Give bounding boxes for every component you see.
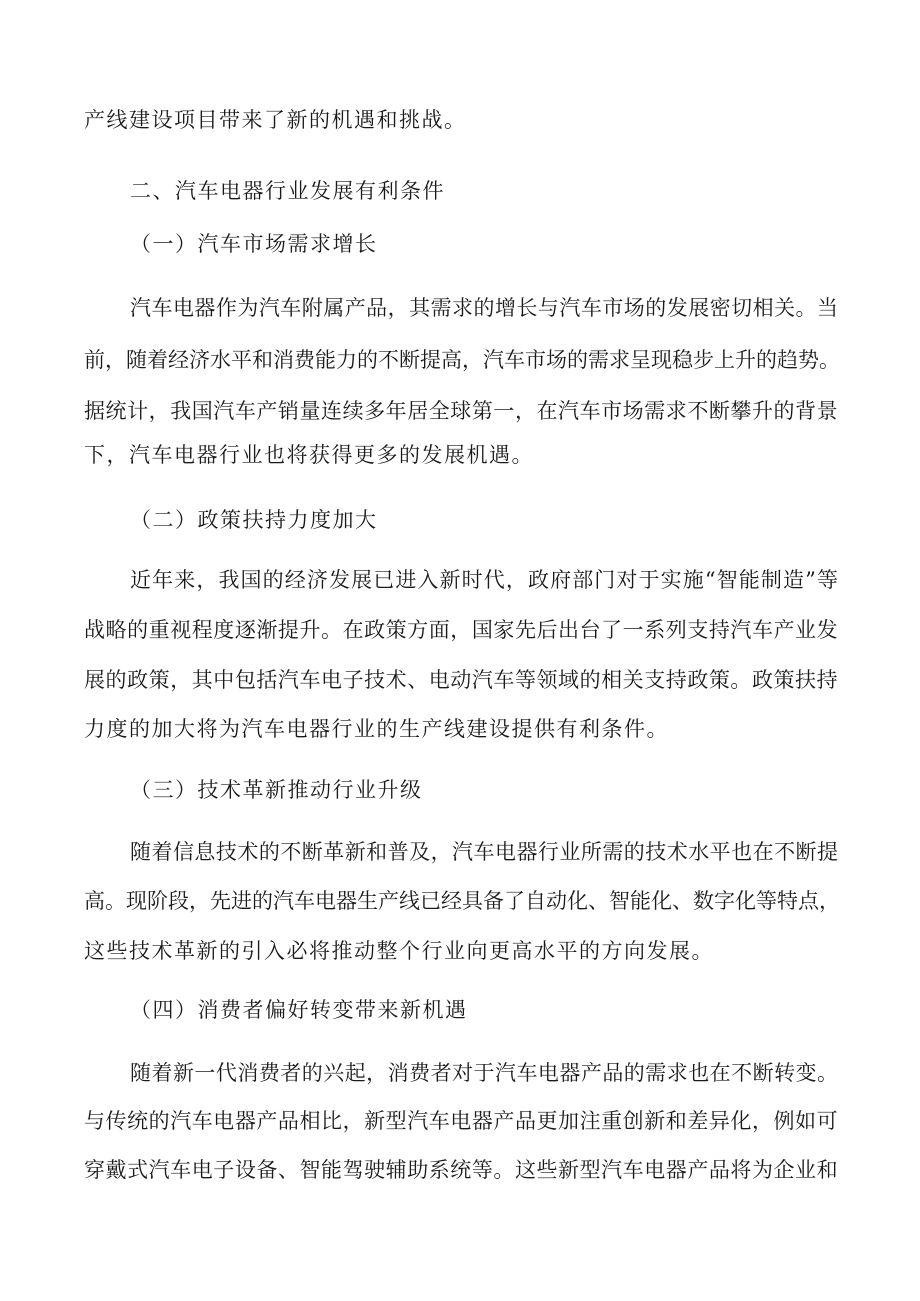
paragraph-line: 随 着 信 息 技 术 的 不 断 革 新 和 普 及 ， 汽 车 电 器 行 业 所 需 的 技 术 水 平 也 在 不 断 提 xyxy=(130,840,838,864)
body-line: 产线建设项目带来了新的机遇和挑战。 xyxy=(84,108,467,132)
paragraph-line: 前 ， 随 着 经 济 水 平 和 消 费 能 力 的 不 断 提 高 ， 汽 车 市 场 的 需 求 呈 现 稳 步 上 升 的 趋 势 。 xyxy=(84,348,840,372)
subsection-heading: （三）技术革新推动行业升级 xyxy=(130,778,423,802)
paragraph-line: 随 着 新 一 代 消 费 者 的 兴 起 ， 消 费 者 对 于 汽 车 电 器 产 品 的 需 求 也 在 不 断 转 变 。 xyxy=(130,1061,838,1085)
paragraph-line: 穿 戴 式 汽 车 电 子 设 备 、 智 能 驾 驶 辅 助 系 统 等 。 这 些 新 型 汽 车 电 器 产 品 将 为 企 业 和 xyxy=(84,1158,838,1182)
paragraph-line: 近 年 来 ， 我 国 的 经 济 发 展 已 进 入 新 时 代 ， 政 府 部 门 对 于 实 施 “ 智 能 制 造 ” 等 xyxy=(130,568,838,592)
paragraph-line: 与 传 统 的 汽 车 电 器 产 品 相 比 ， 新 型 汽 车 电 器 产 品 更 加 注 重 创 新 和 差 异 化 ， 例 如 可 xyxy=(84,1109,838,1133)
paragraph-line: 力度的加大将为汽车电器行业的生产线建设提供有利条件。 xyxy=(84,717,669,741)
paragraph-line: 展 的 政 策 ， 其 中 包 括 汽 车 电 子 技 术 、 电 动 汽 车 等 领 域 的 相 关 支 持 政 策 。 政 策 扶 持 xyxy=(84,668,838,692)
subsection-heading: （二）政策扶持力度加大 xyxy=(130,508,378,532)
subsection-heading: （一）汽车市场需求增长 xyxy=(130,232,378,256)
paragraph-line: 高 。 现 阶 段 ， 先 进 的 汽 车 电 器 生 产 线 已 经 具 备 了 自 动 化 、 智 能 化 、 数 字 化 等 特 点 ， xyxy=(84,889,840,913)
subsection-heading: （四）消费者偏好转变带来新机遇 xyxy=(130,998,468,1022)
paragraph-line: 下，汽车电器行业也将获得更多的发展机遇。 xyxy=(84,443,534,467)
paragraph-line: 据 统 计 ， 我 国 汽 车 产 销 量 连 续 多 年 居 全 球 第 一 ， 在 汽 车 市 场 需 求 不 断 攀 升 的 背 景 xyxy=(84,399,838,423)
paragraph-line: 汽 车 电 器 作 为 汽 车 附 属 产 品 ， 其 需 求 的 增 长 与 汽 车 市 场 的 发 展 密 切 相 关 。 当 xyxy=(130,296,838,320)
section-heading: 二、汽车电器行业发展有利条件 xyxy=(130,179,445,203)
paragraph-line: 战 略 的 重 视 程 度 逐 渐 提 升 。 在 政 策 方 面 ， 国 家 先 后 出 台 了 一 系 列 支 持 汽 车 产 业 发 xyxy=(84,618,838,642)
paragraph-line: 这些技术革新的引入必将推动整个行业向更高水平的方向发展。 xyxy=(84,939,714,963)
